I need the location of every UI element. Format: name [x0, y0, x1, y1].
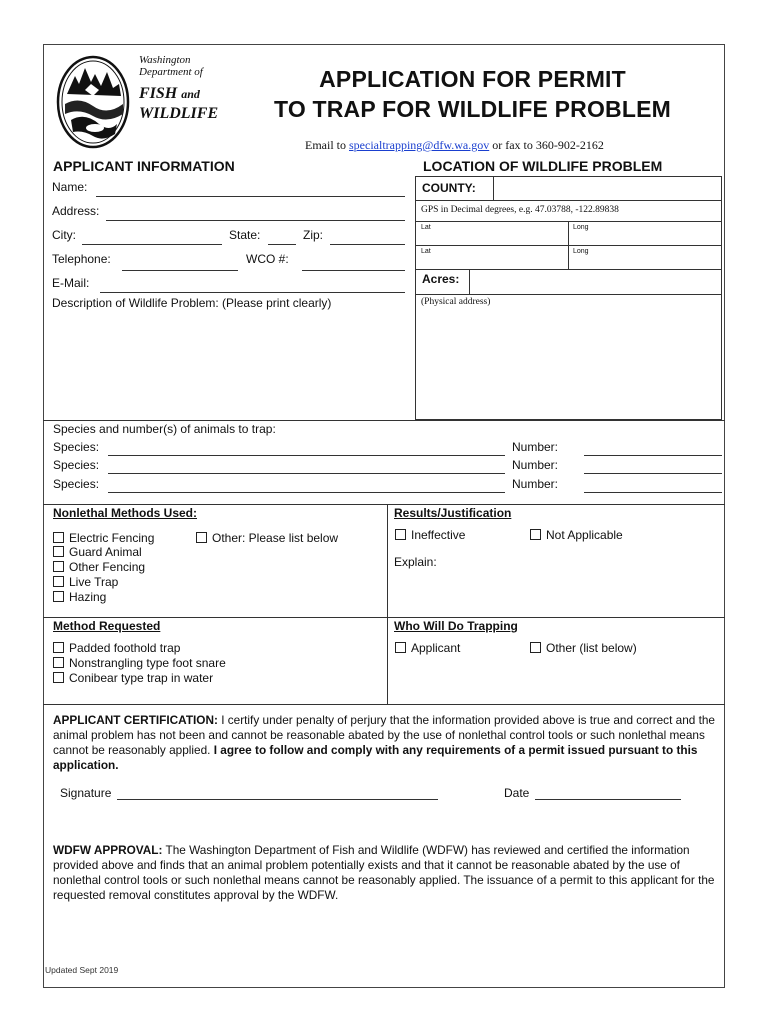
wco-field[interactable]: [302, 270, 405, 271]
date-label: Date: [504, 786, 530, 800]
agency-line-2: Department of: [139, 66, 203, 78]
nonlethal-option-other[interactable]: [196, 531, 338, 545]
checkbox-icon[interactable]: [53, 657, 64, 668]
gps-label: GPS in Decimal degrees, e.g. 47.03788, -122.89838: [421, 205, 619, 215]
approval-text: The Washington Department of Fish and Wildlife (WDFW) has reviewed and certified the information provided above and finds that an animal problem potentially exists and that it cannot be reasonable abated by the use of nonlethal control tools or such nonlethal means cannot be reasonably applied. The issuance of a permit to this applicant for the requested removal constitutes approval by the WDFW.: [53, 843, 715, 902]
trapper-heading: Who Will Do Trapping: [394, 619, 518, 633]
long-label-1: Long: [573, 224, 589, 231]
email-field[interactable]: [100, 292, 405, 293]
species-label-2: Species:: [53, 458, 100, 472]
acres-label: Acres:: [422, 272, 460, 286]
county-label: COUNTY:: [422, 181, 476, 195]
checkbox-icon[interactable]: [53, 672, 64, 683]
checkbox-icon[interactable]: [53, 642, 64, 653]
county-field[interactable]: [496, 178, 720, 198]
checkbox-icon[interactable]: [53, 576, 64, 587]
title-line-1: APPLICATION FOR PERMIT: [319, 66, 626, 92]
species-field-1[interactable]: [108, 455, 505, 456]
lat-field-1[interactable]: [440, 230, 565, 243]
nonlethal-option-label: Electric Fencing: [69, 531, 155, 545]
agency-line-3: FISH: [139, 85, 178, 102]
wco-label: WCO #:: [246, 252, 289, 266]
trapper-other-label: Other (list below): [546, 641, 637, 655]
nonlethal-option-label: Hazing: [69, 590, 107, 604]
trapper-applicant[interactable]: [395, 641, 460, 655]
long-label-2: Long: [573, 248, 589, 255]
nonlethal-option-label: Live Trap: [69, 575, 119, 589]
nonlethal-option-live-trap[interactable]: [53, 575, 118, 589]
checkbox-icon[interactable]: [53, 532, 64, 543]
species-label-3: Species:: [53, 477, 100, 491]
method-option-label: Nonstrangling type foot snare: [69, 656, 226, 670]
trapper-other[interactable]: [530, 641, 637, 655]
number-label-1: Number:: [512, 440, 559, 454]
wdfw-logo: [55, 54, 219, 152]
wdfw-seal-icon: [55, 54, 135, 152]
city-field[interactable]: [82, 244, 222, 245]
checkbox-icon[interactable]: [530, 529, 541, 540]
acres-field[interactable]: [472, 271, 720, 292]
nonlethal-option-label: Other Fencing: [69, 560, 146, 574]
explain-field[interactable]: [394, 572, 720, 614]
signature-field[interactable]: [117, 799, 438, 800]
lat-field-2[interactable]: [440, 254, 565, 267]
state-label: State:: [229, 228, 261, 242]
number-field-3[interactable]: [584, 492, 722, 493]
results-not-applicable-label: Not Applicable: [546, 528, 623, 542]
contact-email-link[interactable]: specialtrapping@dfw.wa.gov: [349, 138, 490, 152]
address-label: Address:: [52, 204, 100, 218]
contact-prefix: Email to: [305, 138, 346, 152]
approval-lead: WDFW APPROVAL:: [53, 843, 163, 857]
results-ineffective[interactable]: [395, 528, 465, 542]
explain-label: Explain:: [394, 555, 437, 569]
applicant-info-heading: APPLICANT INFORMATION: [53, 158, 235, 174]
method-heading: Method Requested: [53, 619, 161, 633]
species-field-2[interactable]: [108, 473, 505, 474]
date-field[interactable]: [535, 799, 681, 800]
lat-label-2: Lat: [421, 248, 431, 255]
method-option-conibear[interactable]: [53, 671, 213, 685]
method-option-foothold[interactable]: [53, 641, 180, 655]
zip-field[interactable]: [330, 244, 405, 245]
nonlethal-option-hazing[interactable]: [53, 590, 106, 604]
method-option-label: Padded foothold trap: [69, 641, 181, 655]
telephone-field[interactable]: [122, 270, 238, 271]
city-label: City:: [52, 228, 76, 242]
checkbox-icon[interactable]: [53, 546, 64, 557]
signature-label: Signature: [60, 786, 112, 800]
name-field[interactable]: [96, 196, 405, 197]
number-label-2: Number:: [512, 458, 559, 472]
certification-text: I certify under penalty of perjury that the information provided above is true and correct and the animal problem has not been and cannot be reasonable abated by the use of nonlethal control tools or such nonlethal means cannot be reasonably applied.: [53, 713, 715, 757]
results-not-applicable[interactable]: [530, 528, 623, 542]
email-label: E-Mail:: [52, 276, 90, 290]
agency-and: and: [181, 87, 200, 101]
checkbox-icon[interactable]: [53, 561, 64, 572]
approval-paragraph: [53, 843, 718, 903]
results-heading: Results/Justification: [394, 506, 512, 520]
description-area[interactable]: [48, 312, 410, 417]
number-label-3: Number:: [512, 477, 559, 491]
zip-label: Zip:: [303, 228, 324, 242]
checkbox-icon[interactable]: [395, 529, 406, 540]
certification-lead: APPLICANT CERTIFICATION:: [53, 713, 218, 727]
checkbox-icon[interactable]: [395, 642, 406, 653]
physical-address-label: (Physical address): [421, 297, 491, 307]
lat-label-1: Lat: [421, 224, 431, 231]
physical-address-field[interactable]: [418, 310, 720, 418]
contact-line: [305, 138, 604, 153]
species-field-3[interactable]: [108, 492, 505, 493]
certification-bold-text: I agree to follow and comply with any requirements of a permit issued pursuant to this application.: [53, 743, 698, 772]
checkbox-icon[interactable]: [53, 591, 64, 602]
species-intro: Species and number(s) of animals to trap:: [53, 422, 276, 436]
nonlethal-other-label: Other: Please list below: [212, 531, 339, 545]
long-field-2[interactable]: [595, 254, 719, 267]
trapper-applicant-label: Applicant: [411, 641, 461, 655]
agency-line-1: Washington: [139, 54, 191, 66]
nonlethal-option-electric[interactable]: [53, 531, 154, 545]
contact-suffix: or fax to 360-902-2162: [492, 138, 604, 152]
nonlethal-option-guard[interactable]: [53, 545, 142, 559]
certification-paragraph: [53, 713, 718, 773]
nonlethal-heading: Nonlethal Methods Used:: [53, 506, 198, 520]
results-ineffective-label: Ineffective: [411, 528, 466, 542]
number-field-2[interactable]: [584, 473, 722, 474]
long-field-1[interactable]: [595, 230, 719, 243]
location-heading: LOCATION OF WILDLIFE PROBLEM: [423, 158, 663, 174]
species-label-1: Species:: [53, 440, 100, 454]
telephone-label: Telephone:: [52, 252, 111, 266]
updated-note: Updated Sept 2019: [45, 965, 119, 975]
state-field[interactable]: [268, 244, 296, 245]
method-option-snare[interactable]: [53, 656, 226, 670]
checkbox-icon[interactable]: [530, 642, 541, 653]
description-label: Description of Wildlife Problem: (Please print clearly): [52, 296, 332, 310]
nonlethal-option-fencing[interactable]: [53, 560, 145, 574]
name-label: Name:: [52, 180, 88, 194]
number-field-1[interactable]: [584, 455, 722, 456]
address-field[interactable]: [106, 220, 405, 221]
agency-line-4: WILDLIFE: [139, 105, 219, 122]
nonlethal-option-label: Guard Animal: [69, 545, 142, 559]
title-line-2: TO TRAP FOR WILDLIFE PROBLEM: [273, 96, 671, 122]
method-option-label: Conibear type trap in water: [69, 671, 214, 685]
checkbox-icon[interactable]: [196, 532, 207, 543]
